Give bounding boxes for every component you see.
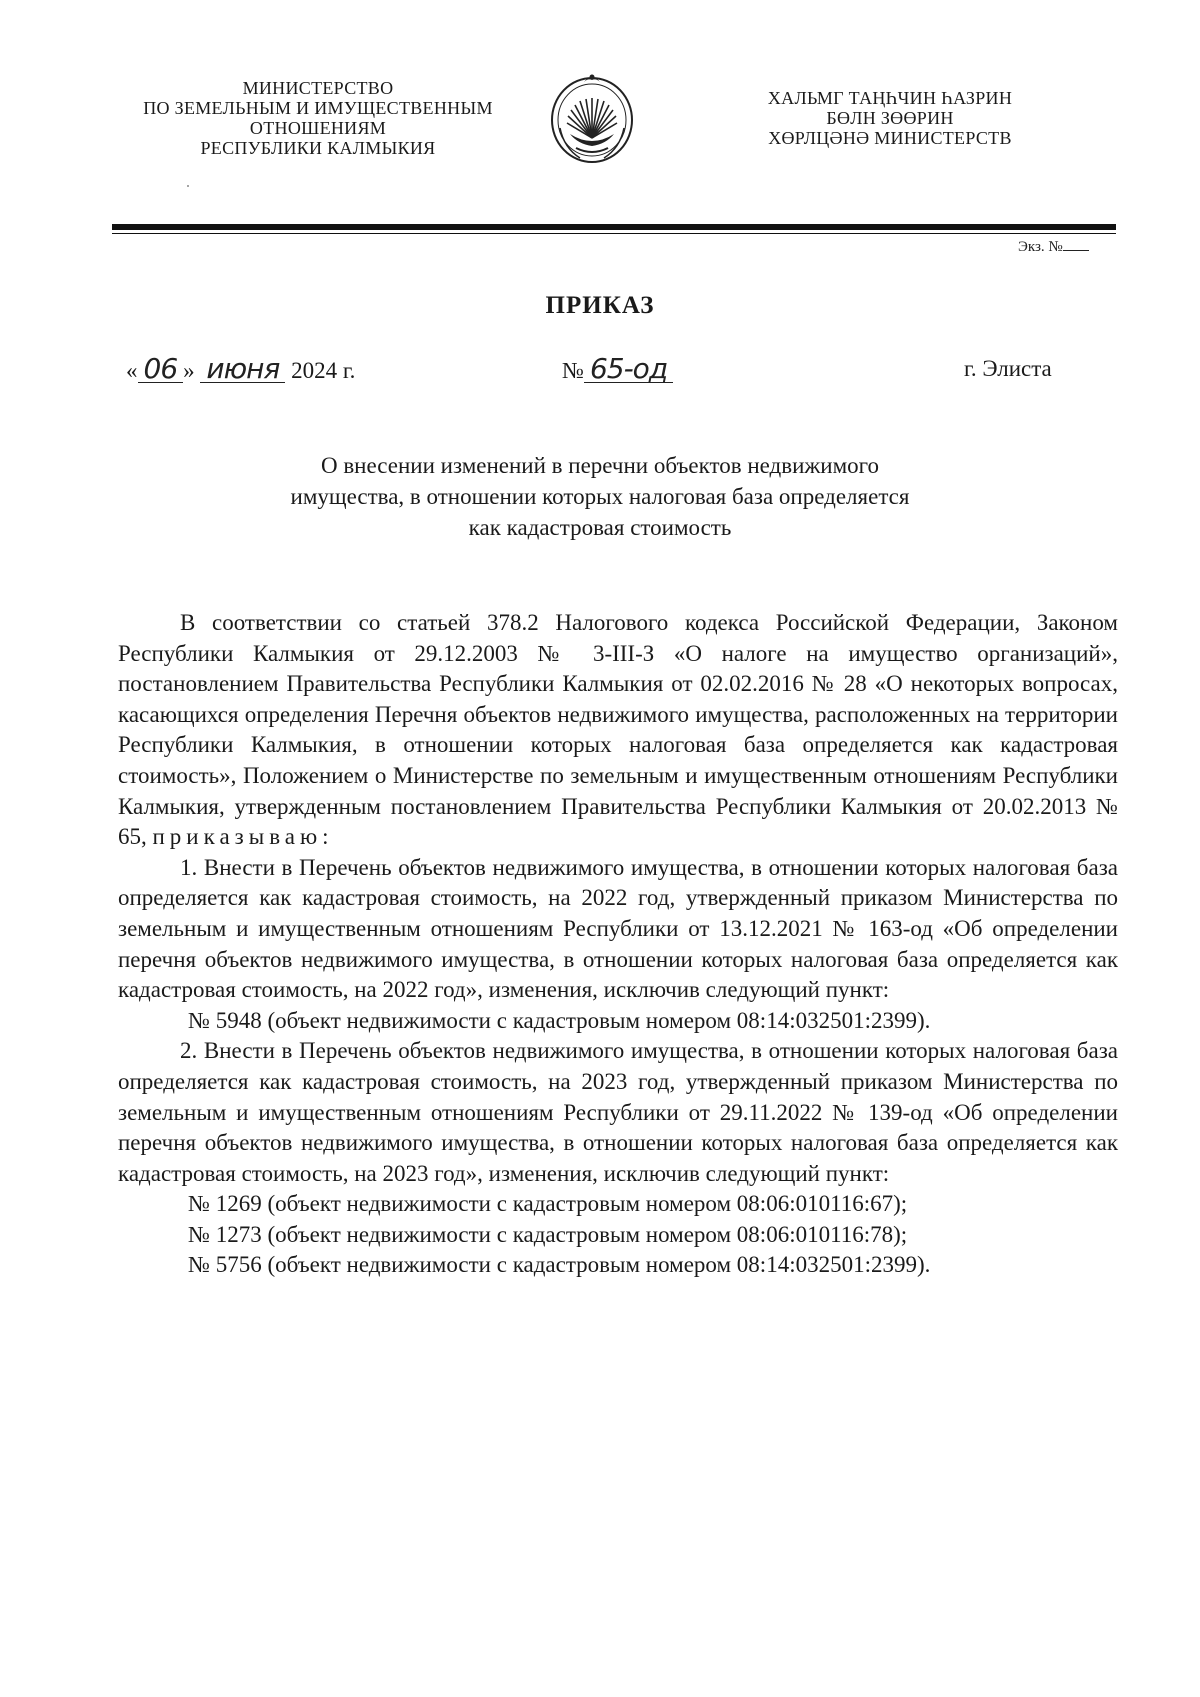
header-divider-thin	[112, 233, 1116, 234]
coat-of-arms-icon	[546, 68, 638, 170]
scan-speck	[187, 185, 189, 187]
point-1-paragraph: 1. Внести в Перечень объектов недвижимого имущества, в отношении которых налоговая база определяется как кадастровая стоимость, на 2022 год, утвержденный приказом Министерства по земельным и имущественным отношениям Республики от 13.12.2021 № 163-од «Об определении перечня объектов недвижимого имущества, в отношении которых налоговая база определяется как кадастровая стоимость, на 2022 год», изменения, исключив следующий пункт:	[118, 854, 1118, 1003]
subject-line: имущества, в отношении которых налоговая база определяется	[290, 484, 910, 509]
date-year: 2024 г.	[291, 358, 356, 383]
ministry-name-line: ПО ЗЕМЕЛЬНЫМ И ИМУЩЕСТВЕННЫМ	[143, 98, 493, 118]
date-close-quote: »	[183, 358, 195, 383]
date-open-quote: «	[126, 358, 138, 383]
order-body	[118, 608, 1118, 1281]
subject-line: как кадастровая стоимость	[468, 515, 732, 540]
excluded-item: № 1273 (объект недвижимости с кадастровым номером 08:06:010116:78);	[188, 1221, 908, 1247]
ministry-name-russian	[118, 78, 518, 158]
preamble-paragraph	[118, 608, 1118, 853]
preamble-text: В соответствии со статьей 378.2 Налогового кодекса Российской Федерации, Законом Республики Калмыкия от 29.12.2003 № 3-III-З «О налоге на имущество организаций», постановлением Правительства Республики Калмыкия от 02.02.2016 № 28 «О некоторых вопросах, касающихся определения Перечня объектов недвижимого имущества, расположенных на территории Республики Калмыкия, в отношении которых налоговая база определяется как кадастровая стоимость», Положением о Министерстве по земельным и имущественным отношениям Республики Калмыкия, утвержденным постановлением Правительства Республики Калмыкия от 20.02.2013 № 65,	[118, 610, 1118, 850]
order-subject	[150, 450, 1050, 543]
order-word: приказываю:	[152, 824, 334, 850]
order-number-prefix: №	[562, 358, 584, 383]
order-city: г. Элиста	[964, 356, 1052, 381]
header-divider-thick	[112, 224, 1116, 230]
ministry-name-line: ХАЛЬМГ ТАҢҺЧИН ҺАЗРИН	[767, 88, 1013, 108]
order-number-handwritten: 65-од	[584, 356, 673, 383]
point-2-paragraph: 2. Внести в Перечень объектов недвижимого имущества, в отношении которых налоговая база определяется как кадастровая стоимость, на 2023 год, утвержденный приказом Министерства по земельным и имущественным отношениям Республики от 29.11.2022 № 139-од «Об определении перечня объектов недвижимого имущества, в отношении которых налоговая база определяется как кадастровая стоимость, на 2023 год», изменения, исключив следующий пункт:	[118, 1038, 1118, 1186]
ministry-name-line: МИНИСТЕРСТВО	[242, 78, 394, 98]
excluded-item: № 5756 (объект недвижимости с кадастровым номером 08:14:032501:2399).	[188, 1252, 931, 1278]
ministry-name-line: РЕСПУБЛИКИ КАЛМЫКИЯ	[200, 138, 436, 158]
date-month-handwritten: июня	[200, 356, 285, 383]
copy-number-field	[1018, 236, 1089, 256]
order-date	[126, 352, 356, 385]
order-number	[562, 352, 673, 385]
ministry-name-kalmyk	[720, 88, 1060, 148]
date-day-handwritten: 06	[138, 356, 184, 383]
ministry-name-line: ХӨРЛЦӘНӘ МИНИСТЕРСТВ	[768, 128, 1012, 148]
subject-line: О внесении изменений в перечни объектов недвижимого	[320, 453, 880, 478]
ministry-name-line: БӨЛН ЗӨӨРИН	[826, 108, 954, 128]
copy-number-label: Экз. №	[1018, 239, 1063, 255]
excluded-item: № 1269 (объект недвижимости с кадастровым номером 08:06:010116:67);	[188, 1191, 908, 1217]
document-title: ПРИКАЗ	[545, 292, 655, 319]
ministry-name-line: ОТНОШЕНИЯМ	[249, 118, 387, 138]
copy-number-blank	[1063, 236, 1089, 251]
excluded-item: № 5948 (объект недвижимости с кадастровым номером 08:14:032501:2399).	[188, 1007, 931, 1033]
